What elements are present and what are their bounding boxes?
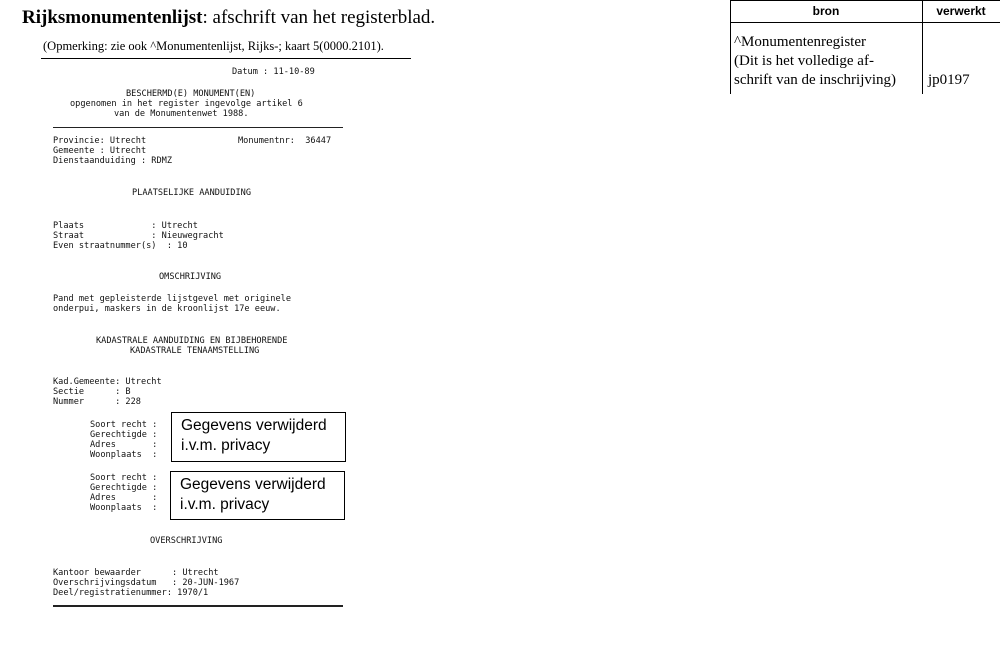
section-transfer: OVERSCHRIJVING xyxy=(150,536,223,546)
owner-field: Adres : xyxy=(90,440,158,450)
cadastral-line: Kad.Gemeente: Utrecht xyxy=(53,377,162,387)
heading-line-3: van de Monumentenwet 1988. xyxy=(114,109,249,119)
privacy-line: Gegevens verwijderd xyxy=(180,476,326,493)
cadastral-line: Sectie : B xyxy=(53,387,131,397)
reference-note: (Opmerking: zie ook ^Monumentenlijst, Rijks-; kaart 5(0000.2101). xyxy=(43,39,384,53)
title-divider xyxy=(41,58,411,59)
owner-field: Woonplaats : xyxy=(90,450,158,460)
source-line: schrift van de inschrijving) xyxy=(734,72,897,88)
provincie: Provincie: Utrecht xyxy=(53,136,147,146)
section-cadastral-2: KADASTRALE TENAAMSTELLING xyxy=(130,346,260,356)
source-line: (Dit is het volledige af- xyxy=(734,53,874,69)
owner-field: Soort recht : xyxy=(90,420,158,430)
privacy-line: i.v.m. privacy xyxy=(181,437,271,454)
document-date: Datum : 11-10-89 xyxy=(232,67,315,77)
privacy-redaction-box xyxy=(170,471,345,520)
heading-line-2: opgenomen in het register ingevolge artikel 6 xyxy=(70,99,303,109)
processed-cell: jp0197 xyxy=(928,72,970,88)
gemeente: Gemeente : Utrecht xyxy=(53,146,147,156)
transfer-line: Overschrijvingsdatum : 20-JUN-1967 xyxy=(53,578,240,588)
owner-field: Soort recht : xyxy=(90,473,158,483)
owner-field: Woonplaats : xyxy=(90,503,158,513)
location-line: Even straatnummer(s) : 10 xyxy=(53,241,188,251)
table-column-divider xyxy=(922,0,923,94)
table-left-border xyxy=(730,0,731,94)
location-line: Plaats : Utrecht xyxy=(53,221,198,231)
privacy-redaction-box xyxy=(171,412,346,462)
owner-field: Gerechtigde : xyxy=(90,483,158,493)
transfer-line: Deel/registratienummer: 1970/1 xyxy=(53,588,209,598)
source-cell xyxy=(734,33,896,90)
header-processed: verwerkt xyxy=(936,4,986,18)
page-title xyxy=(22,7,435,29)
title-bold: Rijksmonumentenlijst xyxy=(22,7,203,28)
location-line: Straat : Nieuwegracht xyxy=(53,231,224,241)
dienstaanduiding: Dienstaanduiding : RDMZ xyxy=(53,156,172,166)
source-line: ^Monumentenregister xyxy=(734,34,867,50)
header-source: bron xyxy=(812,4,840,18)
cadastral-line: Nummer : 228 xyxy=(53,397,141,407)
section-cadastral-1: KADASTRALE AANDUIDING EN BIJBEHORENDE xyxy=(96,336,288,346)
heading-line-1: BESCHERMD(E) MONUMENT(EN) xyxy=(126,89,256,99)
title-rest: : afschrift van het registerblad. xyxy=(202,7,436,28)
monumentnr: Monumentnr: 36447 xyxy=(238,136,332,146)
section-location: PLAATSELIJKE AANDUIDING xyxy=(132,188,251,198)
header-separator xyxy=(53,127,343,128)
transfer-line: Kantoor bewaarder : Utrecht xyxy=(53,568,219,578)
privacy-line: i.v.m. privacy xyxy=(180,496,270,513)
table-header xyxy=(730,0,1000,23)
privacy-line: Gegevens verwijderd xyxy=(181,417,327,434)
description-line: onderpui, maskers in de kroonlijst 17e eeuw. xyxy=(53,304,281,314)
section-description: OMSCHRIJVING xyxy=(159,272,222,282)
footer-separator xyxy=(53,605,343,607)
owner-field: Adres : xyxy=(90,493,158,503)
owner-field: Gerechtigde : xyxy=(90,430,158,440)
source-table xyxy=(730,0,1000,94)
description-line: Pand met gepleisterde lijstgevel met originele xyxy=(53,294,291,304)
